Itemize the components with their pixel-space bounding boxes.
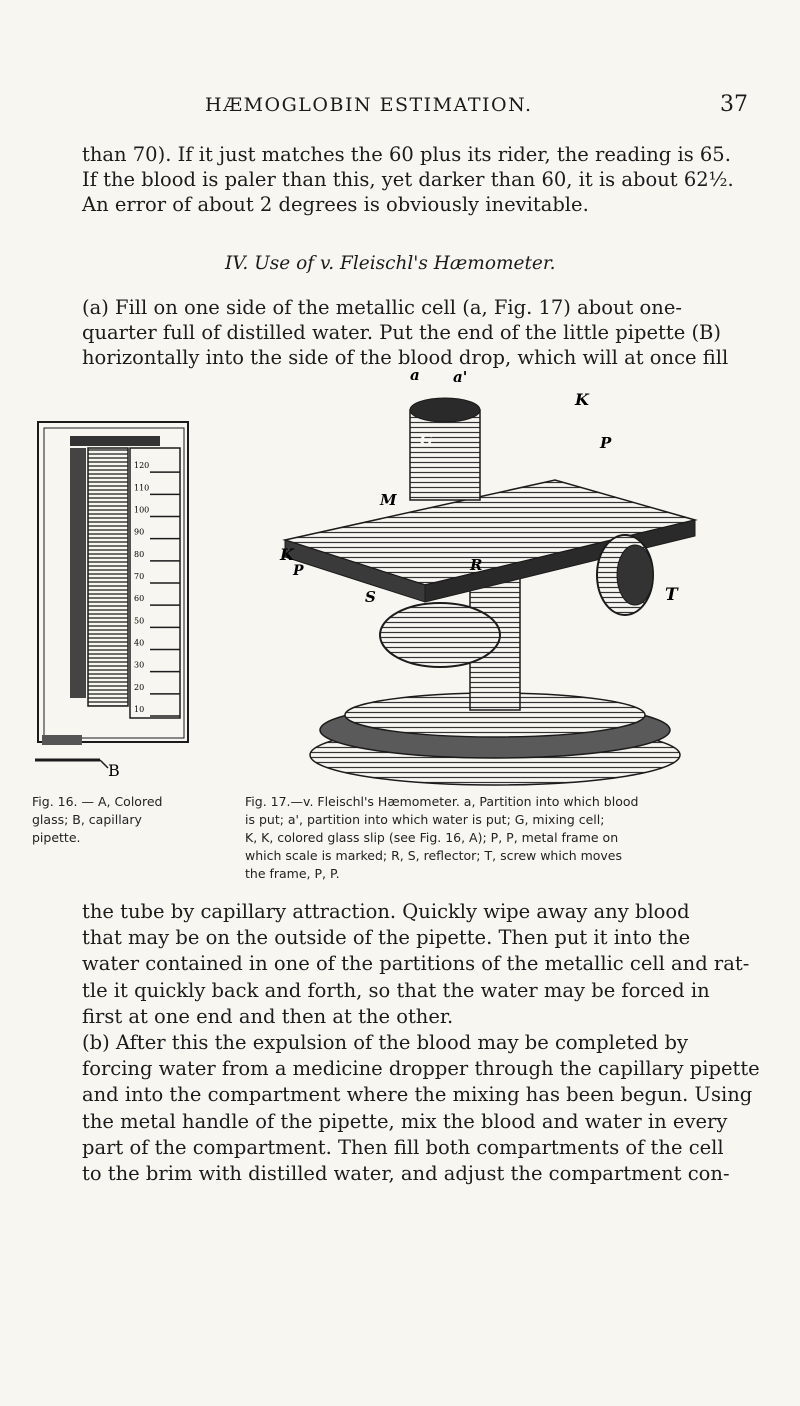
caption-line: the frame, P, P. xyxy=(245,866,340,881)
text-line: than 70). If it just matches the 60 plus its rider, the reading is 65. xyxy=(82,143,731,166)
scale-tick-label: 60 xyxy=(134,594,145,604)
text-line: tle it quickly back and forth, so that the water may be forced in xyxy=(82,978,710,1002)
running-header xyxy=(0,94,800,118)
fig17-label-t: T xyxy=(665,585,678,605)
scale-tick-label: 80 xyxy=(134,549,145,559)
fig17-label-a-prime: a' xyxy=(453,370,468,386)
paragraph-bottom xyxy=(82,899,760,1187)
caption-line: is put; a', partition into which water is put; G, mixing cell; xyxy=(245,812,605,827)
scale-tick-label: 50 xyxy=(134,616,145,626)
text-line: the tube by capillary attraction. Quickly wipe away any blood xyxy=(82,900,690,923)
paragraph-top xyxy=(82,142,734,217)
text-line: to the brim with distilled water, and adjust the compartment con- xyxy=(82,1162,730,1186)
text-line: An error of about 2 degrees is obviously inevitable. xyxy=(82,193,589,216)
text-line: water contained in one of the partitions of the metallic cell and rat- xyxy=(82,952,750,976)
fig17-label-p-top: P xyxy=(600,434,612,452)
fig16-pipette-base xyxy=(42,735,82,745)
scale-tick-label: 90 xyxy=(134,527,145,537)
text-line: that may be on the outside of the pipette. Then put it into the xyxy=(82,926,691,950)
figure-16-caption xyxy=(32,793,207,847)
figure-17-caption xyxy=(245,793,775,883)
scale-tick-label: 10 xyxy=(134,705,145,714)
figure-17-illustration xyxy=(225,370,770,790)
caption-line: Fig. 16. — A, Colored xyxy=(32,794,163,809)
text-line: forcing water from a medicine dropper through the capillary pipette xyxy=(82,1057,760,1081)
text-line: (a) Fill on one side of the metallic cell (a, Fig. 17) about one- xyxy=(82,296,682,319)
fig17-mixing-cell xyxy=(410,410,480,500)
scale-tick-label: 70 xyxy=(134,572,145,581)
fig17-label-s: S xyxy=(365,588,376,606)
caption-line: Fig. 17.—v. Fleischl's Hæmometer. a, Partition into which blood xyxy=(245,794,639,809)
fig16-top-bar xyxy=(70,436,160,446)
fig16-label-b: B xyxy=(108,761,120,780)
scale-tick-label: 120 xyxy=(134,461,150,471)
fig16-left-column xyxy=(70,448,86,698)
scale-tick-label: 30 xyxy=(134,660,145,670)
section-heading: IV. Use of v. Fleischl's Hæmometer. xyxy=(225,253,556,274)
caption-line: K, K, colored glass slip (see Fig. 16, A); P, P, metal frame on xyxy=(245,830,619,845)
text-line: and into the compartment where the mixing has been begun. Using xyxy=(82,1083,753,1107)
fig17-label-k-left: K xyxy=(280,545,294,564)
scale-tick-label: 110 xyxy=(134,483,150,493)
page-number: 37 xyxy=(720,92,748,117)
scale-tick-label: 40 xyxy=(134,638,145,648)
paragraph-a xyxy=(82,295,729,370)
scale-tick-label: 20 xyxy=(134,682,145,692)
figure-16-illustration xyxy=(30,420,200,785)
text-line: horizontally into the side of the blood drop, which will at once fill xyxy=(82,346,729,369)
fig17-label-k-top: K xyxy=(575,390,589,409)
fig17-label-m: M xyxy=(380,491,397,509)
caption-line: pipette. xyxy=(32,830,81,845)
fig17-mixing-cell-top xyxy=(410,398,480,422)
fig16-wedge-glass xyxy=(88,448,128,706)
fig17-label-g: G xyxy=(420,431,433,449)
text-line: (b) After this the expulsion of the blood may be completed by xyxy=(82,1031,688,1055)
fig17-label-p-left: P xyxy=(293,563,304,579)
text-line: the metal handle of the pipette, mix the blood and water in every xyxy=(82,1109,728,1133)
caption-line: which scale is marked; R, S, reflector; T, screw which moves xyxy=(245,848,623,863)
scale-tick-label: 100 xyxy=(134,505,150,515)
fig17-label-a: a xyxy=(410,370,420,384)
fig17-screw-face xyxy=(617,545,653,605)
text-line: first at one end and then at the other. xyxy=(82,1004,454,1028)
text-line: part of the compartment. Then fill both compartments of the cell xyxy=(82,1135,724,1159)
running-title: HÆMOGLOBIN ESTIMATION. xyxy=(205,94,533,116)
fig17-reflector xyxy=(380,603,500,667)
fig16-scale-ticks xyxy=(134,461,180,716)
caption-line: glass; B, capillary xyxy=(32,812,142,827)
fig16-pipette-arm xyxy=(100,760,108,768)
text-line: quarter full of distilled water. Put the end of the little pipette (B) xyxy=(82,321,721,344)
fig17-label-r: R xyxy=(470,556,483,574)
text-line: If the blood is paler than this, yet darker than 60, it is about 62½. xyxy=(82,168,734,191)
